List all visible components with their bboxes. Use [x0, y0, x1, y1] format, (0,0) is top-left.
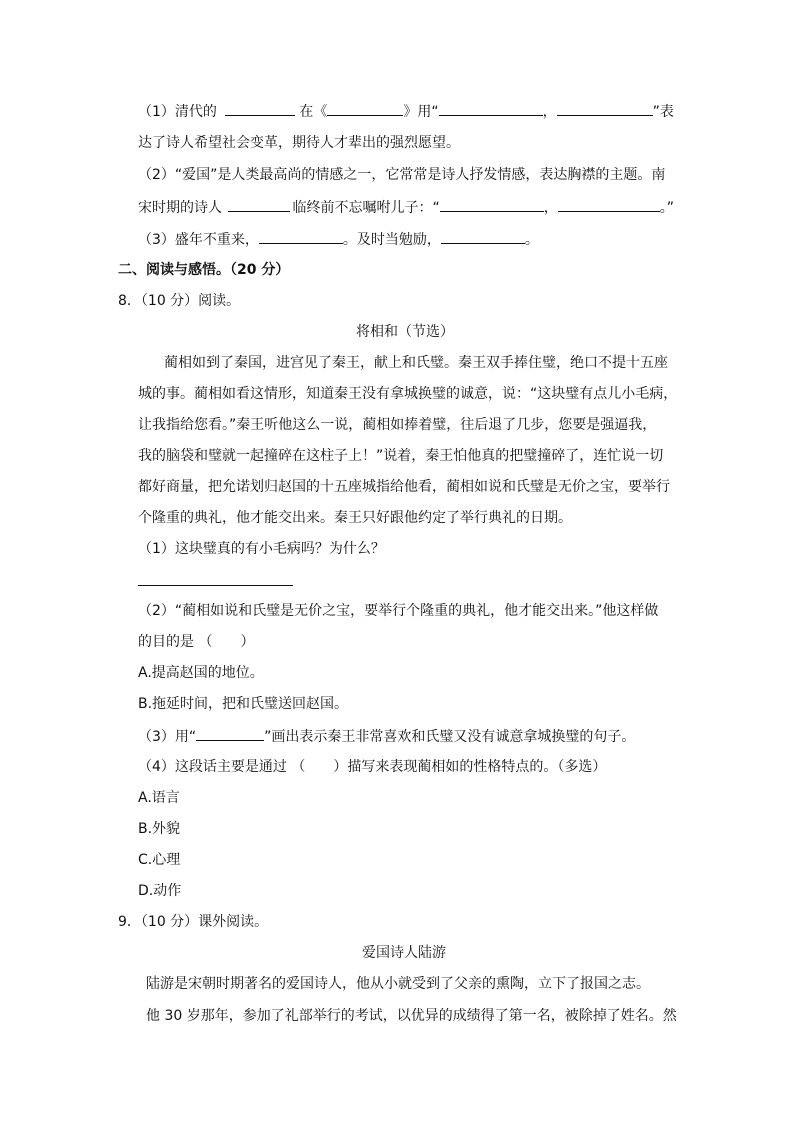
q8-sub4-option-a[interactable]: A.语言	[138, 790, 180, 806]
answer-line[interactable]	[138, 585, 293, 586]
q8-passage-line: 都好商量，把允诺划归赵国的十五座城指给他看，蔺相如说和氏璧是无价之宝，要举行	[138, 479, 670, 495]
q8-passage-line: 城的事。蔺相如看这情形，知道秦王没有拿城换璧的诚意，说：“这块璧有点儿小毛病，	[138, 386, 678, 402]
q9-passage-line: 他 30 岁那年，参加了礼部举行的考试，以优异的成绩得了第一名，被除掉了姓名。然	[146, 1008, 677, 1024]
underline-sample	[196, 726, 264, 741]
q9-header: 9．（10 分）课外阅读。	[118, 914, 269, 930]
q8-passage-line: 让我指给您看。”秦王听他这么一说，蔺相如捧着璧，往后退了几步，您要是强逼我，	[138, 417, 657, 433]
q8-header: 8．（10 分）阅读。	[118, 293, 241, 309]
q8-passage-line: 蔺相如到了秦国，进宫见了秦王，献上和氏璧。秦王双手捧住璧，绝口不提十五座	[164, 355, 668, 371]
q9-passage-line: 陆游是宋朝时期著名的爱国诗人，他从小就受到了父亲的熏陶，立下了报国之志。	[146, 976, 650, 992]
q8-sub4-option-d[interactable]: D.动作	[138, 883, 182, 899]
q7-2-line2: 宋时期的诗人 临终前不忘嘱咐儿子：“ ， 。”	[138, 197, 674, 218]
q7-1-line2: 达了诗人希望社会变革，期待人才辈出的强烈愿望。	[138, 135, 460, 151]
fill-blank[interactable]	[225, 101, 295, 116]
q8-sub4-option-b[interactable]: B.外貌	[138, 821, 181, 837]
fill-blank[interactable]	[228, 197, 290, 212]
fill-blank[interactable]	[440, 197, 544, 212]
q8-passage-line: 个隆重的典礼，他才能交出来。秦王只好跟他约定了举行典礼的日期。	[138, 510, 572, 526]
fill-blank[interactable]	[327, 101, 403, 116]
q8-sub2-option-a[interactable]: A.提高赵国的地位。	[138, 665, 264, 681]
fill-blank[interactable]	[439, 101, 543, 116]
q7-3-line: （3）盛年不重来， 。及时当勉励， 。	[138, 229, 539, 250]
q7-2-line1: （2）“爱国”是人类最高尚的情感之一，它常常是诗人抒发情感，表达胸襟的主题。南	[138, 167, 666, 183]
q8-sub4: （4）这段话主要是通过 （ ）描写来表现蔺相如的性格特点的。（多选）	[138, 759, 607, 775]
q8-sub2-option-b[interactable]: B.拖延时间，把和氏璧送回赵国。	[138, 696, 349, 712]
fill-blank[interactable]	[557, 101, 653, 116]
q8-sub4-option-c[interactable]: C.心理	[138, 852, 181, 868]
q8-sub1: （1）这块璧真的有小毛病吗？为什么？	[138, 541, 385, 557]
q8-sub2-line2: 的目的是 （ ）	[138, 634, 255, 650]
q9-passage-title: 爱国诗人陆游	[362, 945, 446, 961]
fill-blank[interactable]	[558, 197, 660, 212]
q8-sub2-line1: （2）“蔺相如说和氏璧是无价之宝，要举行个隆重的典礼，他才能交出来。”他这样做	[138, 603, 659, 619]
q8-passage-title: 将相和（节选）	[356, 324, 454, 340]
section-heading: 二、阅读与感悟。（20 分）	[118, 262, 290, 278]
q8-passage-line: 我的脑袋和璧就一起撞碎在这柱子上！”说着，秦王怕他真的把璧撞碎了，连忙说一切	[138, 448, 664, 464]
q7-1-line1: （1）清代的 在《 》用“ ， ”表	[138, 101, 674, 122]
fill-blank[interactable]	[259, 229, 343, 244]
fill-blank[interactable]	[441, 229, 525, 244]
q8-sub3: （3）用“ ”画出表示秦王非常喜欢和氏璧又没有诚意拿城换璧的句子。	[138, 726, 635, 747]
